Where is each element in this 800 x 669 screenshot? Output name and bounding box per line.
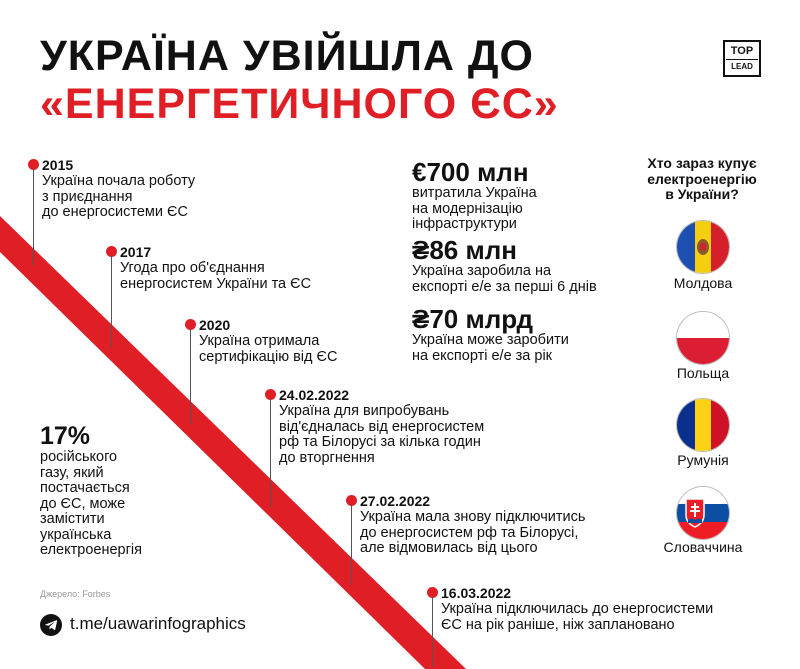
page-title-line-1: УКРАЇНА УВІЙШЛА ДО (40, 32, 534, 80)
telegram-link[interactable]: t.me/uawarinfographics (70, 614, 246, 633)
event-text-line: енергосистем України та ЄС (120, 275, 312, 292)
timeline-line (190, 329, 191, 424)
timeline-line (270, 399, 271, 507)
event-date: 16.03.2022 (441, 585, 512, 601)
event-date: 2017 (120, 244, 152, 260)
event-text-line: рф та Білорусі за кілька годин (279, 434, 481, 450)
stat-text-line: витратила Україна (412, 185, 537, 201)
stat-text-line: експорті е/е за перші 6 днів (412, 278, 597, 295)
country-moldova: Молдова (673, 275, 733, 291)
event-text (42, 174, 195, 221)
event-text-line: Угода про об'єднання (120, 260, 265, 276)
country-slovakia: Словаччина (663, 539, 743, 555)
gas-stat-line: українська (40, 526, 112, 543)
stat-text-line: Україна заробила на (412, 263, 552, 279)
question-line: електроенергію (647, 170, 757, 187)
event-text-line: Україна отримала (199, 333, 320, 349)
country-poland: Польща (676, 365, 730, 381)
stat-value: ₴70 млрд (412, 304, 533, 334)
event-text (279, 404, 484, 466)
logo-text-bottom: LEAD (726, 59, 758, 73)
gas-stat-line: газу, який (40, 464, 104, 481)
moldova-flag-icon (676, 220, 730, 274)
event-text-line: але відмовилась від цього (360, 540, 538, 556)
telegram-icon[interactable] (40, 614, 62, 636)
event-date: 24.02.2022 (279, 387, 350, 403)
question-line: Хто зараз купує (647, 155, 757, 171)
country-romania: Румунія (677, 452, 729, 468)
stat-text-line: на експорті е/е за рік (412, 347, 553, 364)
gas-stat-block (40, 422, 142, 559)
gas-stat-line: електроенергія (40, 542, 142, 558)
romania-flag-icon (676, 398, 730, 452)
event-text (199, 334, 337, 365)
event-text-line: Україна підключилась до енергосистеми (441, 601, 714, 617)
buyers-question (622, 156, 782, 203)
question-line: в України? (665, 186, 739, 202)
event-date: 27.02.2022 (360, 493, 431, 509)
gas-stat-line: постачається (40, 480, 130, 496)
timeline-line (111, 256, 112, 348)
stat-block (412, 158, 537, 233)
event-text (120, 261, 311, 292)
timeline-line (351, 505, 352, 585)
event-text (441, 602, 713, 633)
event-date: 2020 (199, 317, 231, 333)
event-text-line: Україна почала роботу (42, 173, 196, 189)
event-date: 2015 (42, 157, 74, 173)
stat-text-line: Україна може заробити (412, 332, 569, 348)
slovakia-flag-icon (676, 486, 730, 540)
stat-text-line: інфраструктури (412, 216, 517, 232)
event-text (360, 510, 585, 557)
poland-flag-icon (676, 311, 730, 365)
event-text-line: сертифікацію від ЄС (199, 348, 338, 365)
event-text-line: з приєднання (42, 188, 133, 205)
event-text-line: до енергосистеми ЄС (42, 204, 188, 220)
stat-text-line: на модернізацію (412, 200, 523, 217)
page-title-line-2: «ЕНЕРГЕТИЧНОГО ЄС» (40, 80, 559, 128)
stat-value: €700 млн (412, 157, 529, 187)
stat-block (412, 236, 597, 295)
event-text-line: від'єдналась від енергосистем (279, 418, 485, 435)
timeline-line (432, 597, 433, 667)
source-note: Джерело: Forbes (40, 589, 111, 599)
stat-value: ₴86 млн (412, 235, 517, 265)
gas-stat-line: замістити (40, 511, 105, 527)
gas-stat-line: до ЄС, може (40, 495, 126, 512)
event-text-line: до вторгнення (279, 449, 375, 466)
gas-stat-value: 17% (40, 422, 91, 450)
timeline-line (33, 169, 34, 266)
logo-text-top: TOP (730, 45, 754, 57)
toplead-logo (723, 40, 761, 77)
event-text-line: Україна для випробувань (279, 403, 450, 419)
stat-block (412, 305, 569, 364)
event-text-line: ЄС на рік раніше, ніж заплановано (441, 616, 675, 633)
gas-stat-line: російського (40, 449, 118, 465)
event-text-line: до енергосистем рф та Білорусі, (360, 524, 579, 541)
event-text-line: Україна мала знову підключитись (360, 509, 586, 525)
